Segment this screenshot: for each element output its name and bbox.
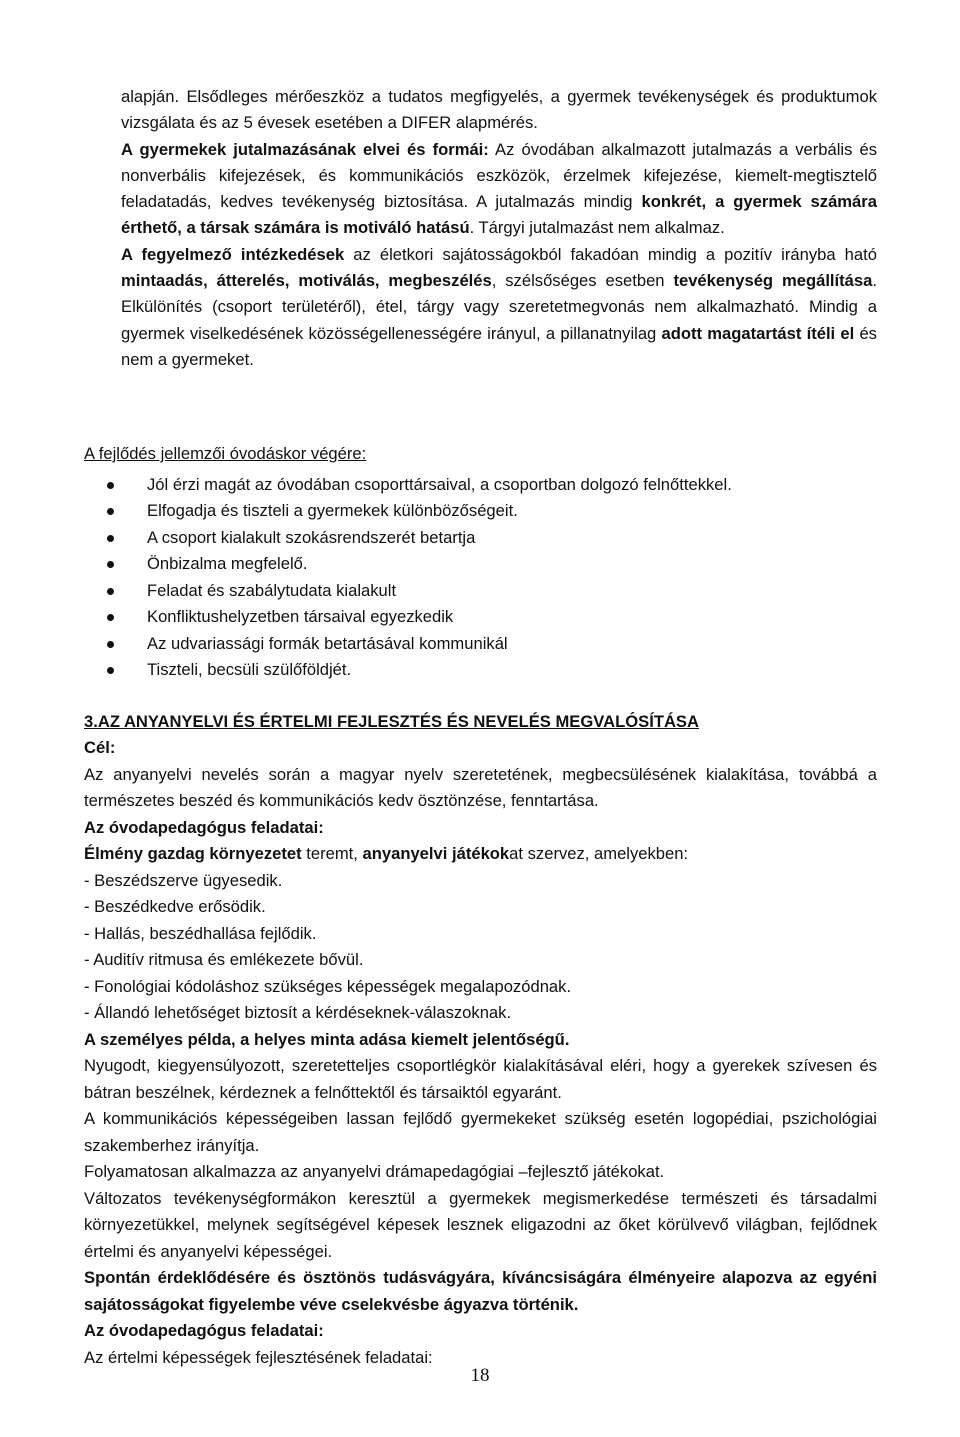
development-heading: A fejlődés jellemzői óvodáskor végére: [84, 444, 367, 463]
paragraph-assessment: alapján. Elsődleges mérőeszköz a tudatos megfigyelés, a gyermek tevékenységek és produktumok vizsgálata és az 5 évesek esetében a DIFER alapmérés. [121, 87, 877, 133]
discipline-text-2: , szélsőséges esetben [491, 271, 674, 291]
rewards-emphasis: konkrét, a gyermek számára érthető, a társak számára is motiváló hatású [121, 192, 877, 238]
main-text-block [84, 441, 877, 1371]
dash-item: - Hallás, beszédhallása fejlődik. [84, 923, 317, 943]
rewards-text-end: . Tárgyi jutalmazást nem alkalmaz. [469, 218, 725, 238]
list-item [84, 604, 877, 631]
tasks-label [84, 815, 877, 842]
bullet-icon [107, 482, 114, 489]
rewards-heading: A gyermekek jutalmazásának elvei és formái: [121, 139, 489, 159]
list-item-text: Feladat és szabálytudata kialakult [147, 580, 397, 600]
bullet-icon [107, 588, 114, 595]
bullet-icon [107, 561, 114, 568]
environment-bold-1: Élmény gazdag környezetet [84, 844, 302, 863]
bullet-icon [107, 508, 114, 515]
tasks-label-text: Az óvodapedagógus feladatai: [84, 817, 324, 837]
dash-item: - Fonológiai kódoláshoz szükséges képességek megalapozódnak. [84, 976, 572, 996]
list-item [84, 551, 877, 578]
communication-paragraph: A kommunikációs képességeiben lassan fejlődő gyermekeket szükség esetén logopédiai, pszichológiai szakemberhez irányítja. [84, 1109, 877, 1155]
list-item-text: Elfogadja és tiszteli a gyermekek különbözőségeit. [147, 501, 518, 520]
discipline-heading: A fegyelmező intézkedések [121, 244, 345, 264]
example-paragraph [84, 1027, 877, 1054]
bullet-icon [107, 667, 114, 674]
discipline-emphasis-1: mintaadás, átterelés, motiválás, megbeszélés [121, 271, 492, 291]
page-number: 18 [470, 1365, 490, 1386]
discipline-text-3: . Elkülönítés (csoport területéről), étel, tárgy vagy szeretetmegvonás nem alkalmazható. Mindig a gyermek viselkedésének közösségellenességére irányul, a pillanatnyilag [121, 271, 877, 343]
dash-item: - Auditív ritmusa és emlékezete bővül. [84, 950, 364, 969]
list-item [84, 472, 877, 499]
dash-item: - Beszédkedve erősödik. [84, 897, 266, 916]
discipline-emphasis-2: tevékenység megállítása [673, 271, 873, 291]
goal-text: Az anyanyelvi nevelés során a magyar nyelv szeretetének, megbecsülésének kialakítása, továbbá a természetes beszéd és kommunikációs kedv ösztönzése, fenntartása. [84, 764, 877, 810]
calm-paragraph: Nyugodt, kiegyensúlyozott, szeretetteljes csoportlégkör kialakításával eléri, hogy a gyerekek szívesen és bátran beszélnek, kérdeznek a felnőttektől és társaiktól egyaránt. [84, 1056, 877, 1102]
tasks-label-2 [84, 1318, 877, 1345]
bullet-icon [107, 641, 114, 648]
spontaneous-bold-text: Spontán érdeklődésére és ösztönös tudásvágyára, kíváncsiságára élményeire alapozva az egyéni sajátosságokat figyelembe véve cselekvésbe ágyazva történik. [84, 1268, 877, 1314]
section3-heading [84, 709, 877, 736]
bullet-icon [107, 535, 114, 542]
list-item-text: Konfliktushelyzetben társaival egyezkedik [147, 607, 454, 626]
goal-label [84, 735, 877, 762]
paragraph-discipline [121, 242, 877, 373]
example-bold-text: A személyes példa, a helyes minta adása kiemelt jelentőségű. [84, 1029, 570, 1049]
spontaneous-paragraph [84, 1265, 877, 1318]
top-text-block [121, 84, 877, 373]
tasks-label-2-text: Az óvodapedagógus feladatai: [84, 1321, 324, 1340]
varied-paragraph: Változatos tevékenységformákon keresztül a gyermekek megismerkedése természeti és társadalmi környezetükkel, melynek segítségével képesek lesznek eligazodni az őket körülvevő világban, fejlődnek értelmi és anyanyelvi képességei. [84, 1188, 877, 1261]
discipline-text-1: az életkori sajátosságokból fakadóan mindig a pozitív irányba ható [344, 244, 877, 264]
discipline-text-4: és nem a gyermeket. [121, 323, 877, 369]
list-item [84, 498, 877, 525]
drama-paragraph: Folyamatosan alkalmazza az anyanyelvi drámapedagógiai –fejlesztő játékokat. [84, 1162, 665, 1181]
list-item [84, 631, 877, 658]
list-item-text: Tiszteli, becsüli szülőföldjét. [147, 660, 352, 679]
environment-bold-2: anyanyelvi játékok [362, 844, 510, 863]
bullet-icon [107, 614, 114, 621]
intellect-paragraph: Az értelmi képességek fejlesztésének feladatai: [84, 1347, 433, 1367]
paragraph-rewards [121, 137, 877, 242]
list-item-text: Az udvariassági formák betartásával kommunikál [147, 633, 508, 653]
list-item [84, 578, 877, 605]
environment-text-2: at szervez, amelyekben: [509, 844, 689, 863]
list-item-text: A csoport kialakult szokásrendszerét betartja [147, 527, 476, 547]
list-item [84, 657, 877, 684]
rewards-text: Az óvodában alkalmazott jutalmazás a verbális és nonverbális kifejezések, és kommunikációs eszközök, érzelmek kifejezése, kiemelt-megtisztelő feladatadás, kedves tevékenység biztosítása. A jutalmazás mindig [121, 139, 877, 212]
list-item-text: Jól érzi magát az óvodában csoporttársaival, a csoportban dolgozó felnőttekkel. [147, 474, 732, 494]
environment-paragraph [84, 841, 877, 868]
section3-heading-text: 3.AZ ANYANYELVI ÉS ÉRTELMI FEJLESZTÉS ÉS NEVELÉS MEGVALÓSÍTÁSA [84, 711, 699, 731]
environment-text-1: teremt, [301, 844, 363, 863]
development-list [84, 472, 877, 684]
discipline-emphasis-3: adott magatartást ítéli el [661, 323, 855, 343]
goal-label-text: Cél: [84, 738, 116, 757]
dash-item: - Beszédszerve ügyesedik. [84, 870, 283, 890]
list-item [84, 525, 877, 552]
list-item-text: Önbizalma megfelelő. [147, 554, 308, 573]
spacer [84, 684, 877, 709]
dash-item: - Állandó lehetőséget biztosít a kérdéseknek-válaszoknak. [84, 1003, 512, 1022]
